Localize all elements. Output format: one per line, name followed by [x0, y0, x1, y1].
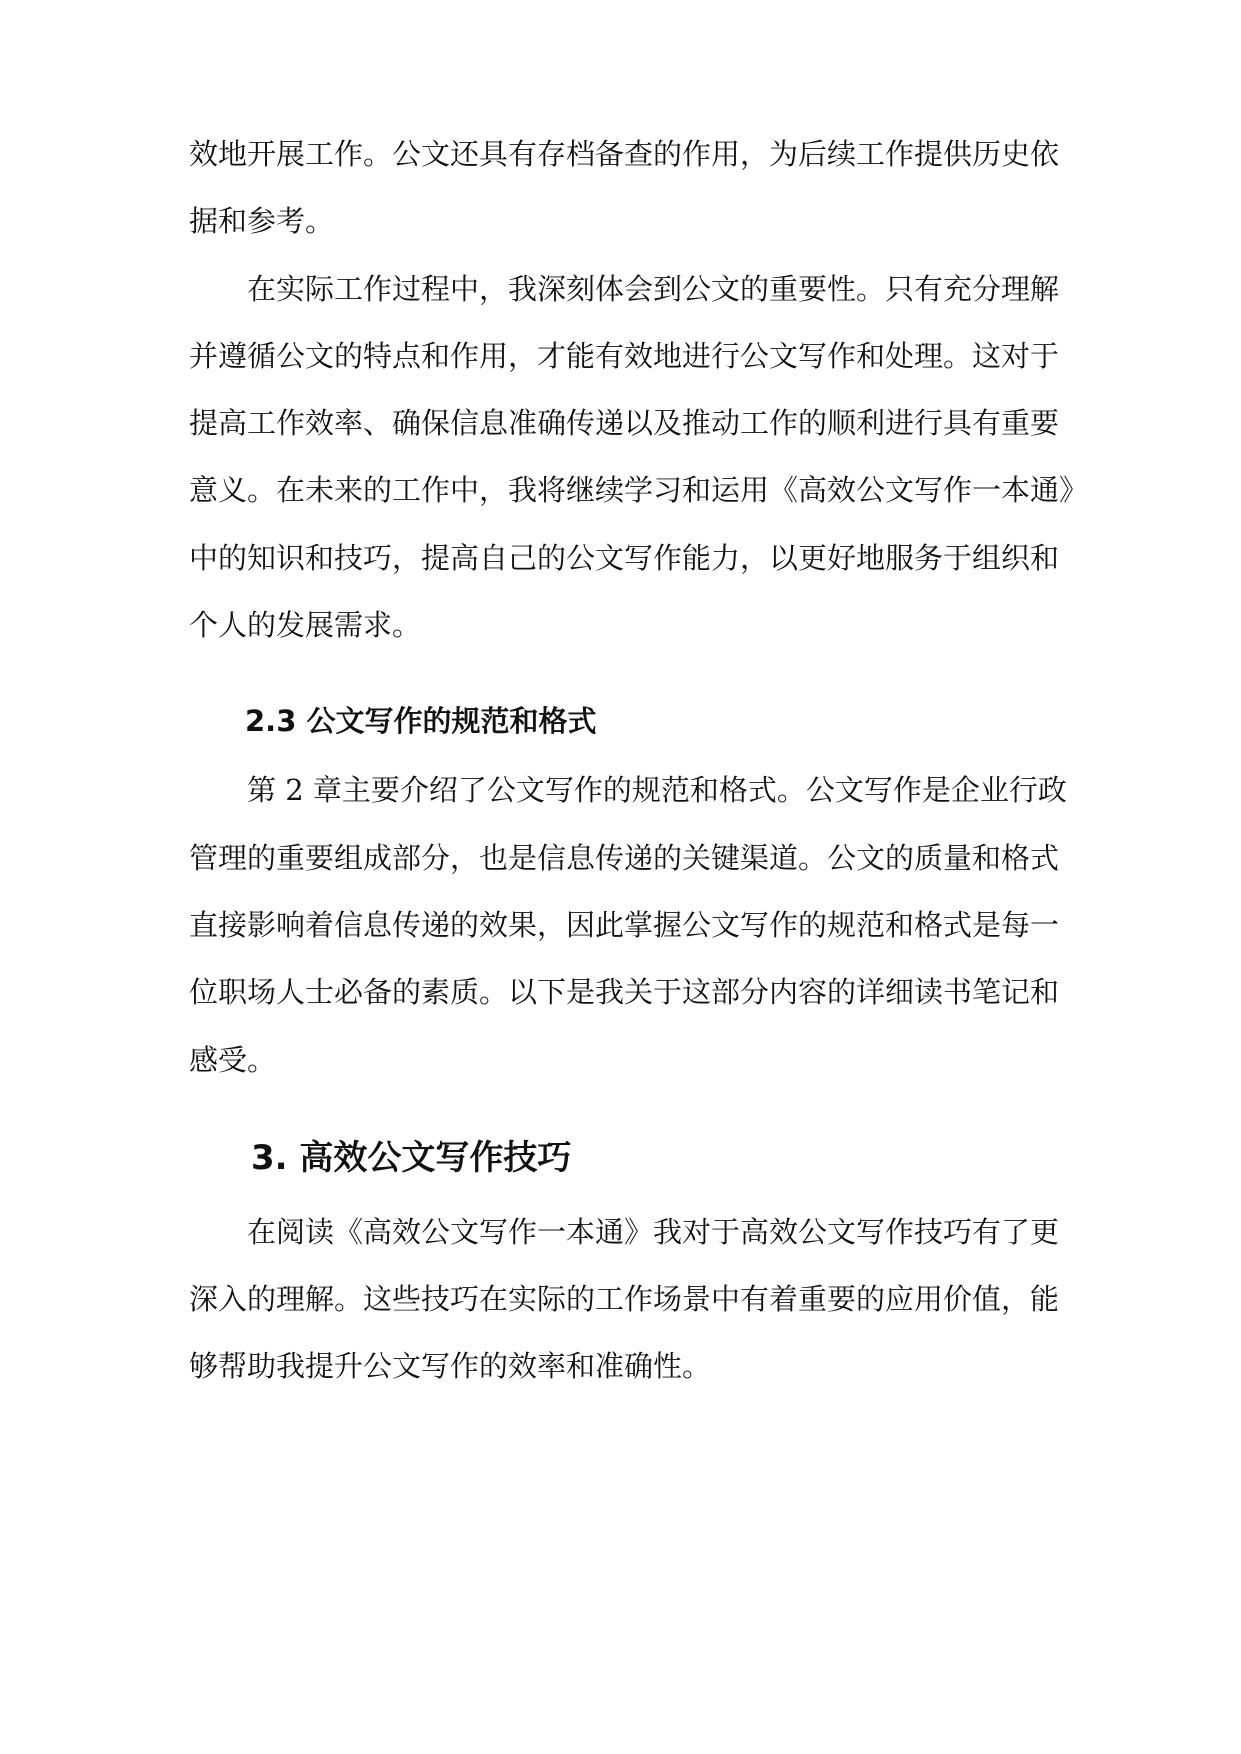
text-line: 效地开展工作。公文还具有存档备查的作用，为后续工作提供历史依: [189, 137, 1060, 171]
text-line: 够帮助我提升公文写作的效率和准确性。: [189, 1349, 712, 1383]
text-line: 感受。: [189, 1043, 277, 1077]
text-line: 直接影响着信息传递的效果，因此掌握公文写作的规范和格式是每一: [189, 908, 1060, 942]
text-line: 在实际工作过程中，我深刻体会到公文的重要性。只有充分理解: [247, 272, 1060, 306]
text-line: 并遵循公文的特点和作用，才能有效地进行公文写作和处理。这对于: [189, 339, 1060, 373]
text-line: 据和参考。: [189, 204, 335, 238]
text-line: 提高工作效率、确保信息准确传递以及推动工作的顺利进行具有重要: [189, 406, 1060, 440]
text-line: 深入的理解。这些技巧在实际的工作场景中有着重要的应用价值，能: [189, 1282, 1060, 1316]
section-heading-3: 3. 高效公文写作技巧: [251, 1138, 572, 1178]
text-line: 第 2 章主要介绍了公文写作的规范和格式。公文写作是企业行政: [247, 773, 1067, 807]
text-line: 中的知识和技巧，提高自己的公文写作能力，以更好地服务于组织和: [189, 541, 1060, 575]
text-line: 个人的发展需求。: [189, 608, 422, 642]
text-line: 在阅读《高效公文写作一本通》我对于高效公文写作技巧有了更: [247, 1215, 1060, 1249]
section-heading-2-3: 2.3 公文写作的规范和格式: [245, 704, 597, 738]
document-page: [189, 0, 1089, 1754]
text-line: 位职场人士必备的素质。以下是我关于这部分内容的详细读书笔记和: [189, 975, 1060, 1009]
text-line: 管理的重要组成部分，也是信息传递的关键渠道。公文的质量和格式: [189, 841, 1060, 875]
text-line: 意义。在未来的工作中，我将继续学习和运用《高效公文写作一本通》: [189, 473, 1089, 507]
